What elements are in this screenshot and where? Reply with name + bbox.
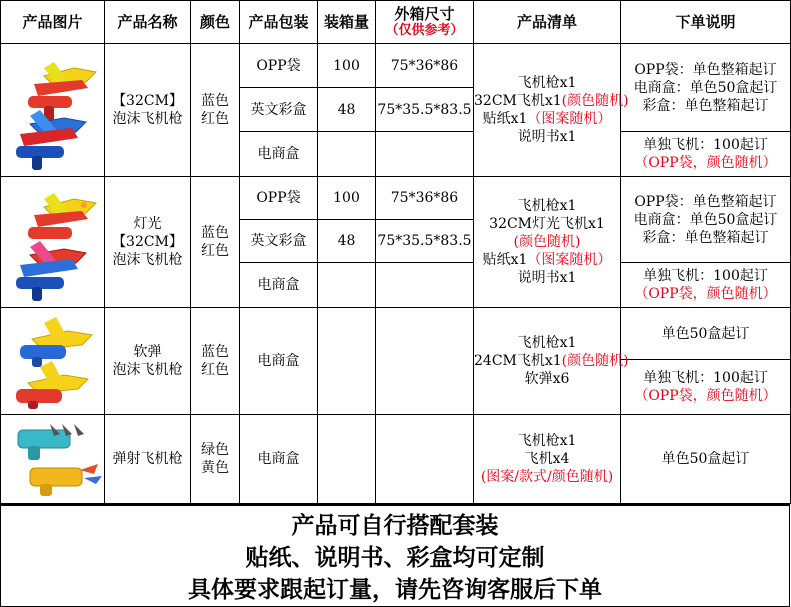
product-color: 红色 bbox=[201, 111, 229, 127]
package-type: 英文彩盒 bbox=[240, 220, 318, 263]
package-qty: 100 bbox=[318, 177, 376, 220]
contents-item: 贴纸x1（图案随机） bbox=[482, 111, 612, 127]
order-notes-main bbox=[621, 177, 791, 263]
product-color-cell bbox=[191, 177, 240, 308]
foam-plane-launcher-red-blue-image bbox=[4, 50, 102, 170]
order-note: 单色50盒起订 bbox=[661, 325, 750, 342]
footer-notice bbox=[0, 504, 790, 607]
product-name-line: 灯光 bbox=[133, 216, 162, 232]
header-box-size bbox=[376, 1, 474, 44]
order-note: 单独飞机：100起订 bbox=[643, 370, 768, 386]
header-order-notes: 下单说明 bbox=[621, 1, 791, 44]
product-name-line: 泡沫飞机枪 bbox=[112, 362, 183, 378]
product-contents-cell bbox=[474, 177, 621, 308]
contents-item: 飞机枪x1 bbox=[517, 433, 577, 449]
package-type: 电商盒 bbox=[240, 132, 318, 177]
footer-line: 贴纸、说明书、彩盒均可定制 bbox=[245, 545, 545, 571]
contents-item: 说明书x1 bbox=[517, 270, 577, 286]
package-size bbox=[376, 308, 474, 415]
header-contents: 产品清单 bbox=[474, 1, 621, 44]
product-name-cell bbox=[105, 308, 191, 415]
package-size bbox=[376, 132, 474, 177]
product-color-cell bbox=[191, 415, 240, 504]
contents-item: 飞机枪x1 bbox=[517, 335, 577, 351]
order-note: 电商盒：单色50盒起订 bbox=[633, 79, 778, 96]
order-note: 单色50盒起订 bbox=[661, 451, 750, 467]
contents-item: (图案/款式/颜色随机) bbox=[480, 469, 614, 485]
product-color: 红色 bbox=[201, 243, 229, 259]
contents-item: (颜色随机) bbox=[513, 234, 581, 250]
product-color: 黄色 bbox=[201, 460, 229, 476]
product-color: 蓝色 bbox=[201, 93, 229, 109]
contents-item: 飞机x4 bbox=[524, 451, 570, 467]
contents-item: 软弹x6 bbox=[524, 371, 570, 387]
product-color: 红色 bbox=[201, 362, 229, 378]
product-name-line: 泡沫飞机枪 bbox=[112, 111, 183, 127]
product-name-line: 【32CM】 bbox=[112, 234, 183, 250]
order-note-red: （OPP袋，颜色随机） bbox=[634, 155, 777, 171]
order-note: 单独飞机：100起订 bbox=[643, 268, 768, 284]
package-type: 英文彩盒 bbox=[240, 88, 318, 132]
footer-line: 产品可自行搭配套装 bbox=[291, 513, 499, 539]
package-size: 75*35.5*83.5 bbox=[376, 220, 474, 263]
table-row bbox=[1, 308, 791, 360]
light-foam-plane-launcher-image bbox=[4, 183, 102, 301]
footer-line: 具体要求跟起订量，请先咨询客服后下单 bbox=[188, 577, 602, 603]
product-color-cell bbox=[191, 44, 240, 177]
contents-item: 32CM飞机x1(颜色随机) bbox=[474, 93, 629, 109]
order-notes-single bbox=[621, 132, 791, 177]
product-color: 蓝色 bbox=[201, 344, 229, 360]
order-note: 彩盒：单色整箱起订 bbox=[642, 229, 769, 246]
product-name-line: 弹射飞机枪 bbox=[112, 451, 183, 467]
package-size: 75*36*86 bbox=[376, 44, 474, 88]
header-box-size-label: 外箱尺寸 bbox=[394, 5, 455, 23]
package-qty bbox=[318, 308, 376, 415]
contents-item: 说明书x1 bbox=[517, 129, 577, 145]
order-notes-main bbox=[621, 308, 791, 360]
soft-bullet-foam-plane-launcher-image bbox=[4, 311, 102, 411]
contents-item: 24CM飞机x1(颜色随机) bbox=[474, 353, 629, 369]
package-size: 75*35.5*83.5 bbox=[376, 88, 474, 132]
order-note: 单独飞机：100起订 bbox=[643, 137, 768, 153]
package-size bbox=[376, 415, 474, 504]
package-qty: 48 bbox=[318, 220, 376, 263]
order-note-red: （OPP袋，颜色随机） bbox=[634, 388, 777, 404]
order-notes-main bbox=[621, 415, 791, 504]
package-qty: 48 bbox=[318, 88, 376, 132]
package-type: OPP袋 bbox=[240, 177, 318, 220]
product-image-cell bbox=[1, 415, 105, 504]
product-contents-cell bbox=[474, 44, 629, 177]
table-row bbox=[1, 415, 791, 504]
product-name-cell bbox=[105, 44, 191, 177]
package-qty bbox=[318, 132, 376, 177]
header-packaging: 产品包装 bbox=[240, 1, 318, 44]
order-note: 电商盒：单色50盒起订 bbox=[633, 211, 778, 228]
header-qty: 装箱量 bbox=[318, 1, 376, 44]
product-name-cell bbox=[105, 177, 191, 308]
header-color: 颜色 bbox=[191, 1, 240, 44]
order-notes-main bbox=[621, 44, 791, 132]
table-row bbox=[1, 44, 791, 88]
package-type: 电商盒 bbox=[240, 308, 318, 415]
package-type: 电商盒 bbox=[240, 415, 318, 504]
order-note: OPP袋：单色整箱起订 bbox=[634, 61, 777, 78]
package-type: OPP袋 bbox=[240, 44, 318, 88]
product-name-line: 【32CM】 bbox=[112, 93, 183, 109]
header-box-size-note: （仅供参考） bbox=[385, 23, 464, 38]
order-note-red: （OPP袋，颜色随机） bbox=[634, 286, 777, 302]
package-qty: 100 bbox=[318, 44, 376, 88]
product-name-line: 泡沫飞机枪 bbox=[112, 252, 183, 268]
table-row bbox=[1, 177, 791, 220]
order-note: 彩盒：单色整箱起订 bbox=[642, 97, 769, 114]
product-contents-cell bbox=[474, 415, 621, 504]
header-name: 产品名称 bbox=[105, 1, 191, 44]
contents-item: 飞机枪x1 bbox=[517, 75, 577, 91]
product-image-cell bbox=[1, 308, 105, 415]
product-name-cell bbox=[105, 415, 191, 504]
order-notes-single bbox=[621, 263, 791, 308]
contents-item: 飞机枪x1 bbox=[517, 198, 577, 214]
package-qty bbox=[318, 415, 376, 504]
package-size bbox=[376, 263, 474, 308]
product-image-cell bbox=[1, 44, 105, 177]
contents-item: 贴纸x1（图案随机） bbox=[482, 252, 612, 268]
product-contents-cell bbox=[474, 308, 629, 415]
header-image: 产品图片 bbox=[1, 1, 105, 44]
contents-item: 32CM灯光飞机x1 bbox=[489, 216, 605, 232]
package-qty bbox=[318, 263, 376, 308]
order-notes-single bbox=[621, 360, 791, 415]
order-note: OPP袋：单色整箱起订 bbox=[634, 193, 777, 210]
product-color: 绿色 bbox=[201, 442, 229, 458]
table-header-row bbox=[1, 1, 791, 44]
product-image-cell bbox=[1, 177, 105, 308]
product-color-cell bbox=[191, 308, 240, 415]
product-color: 蓝色 bbox=[201, 225, 229, 241]
package-type: 电商盒 bbox=[240, 263, 318, 308]
product-name-line: 软弹 bbox=[133, 344, 162, 360]
catapult-plane-launcher-image bbox=[4, 416, 102, 502]
package-size: 75*36*86 bbox=[376, 177, 474, 220]
